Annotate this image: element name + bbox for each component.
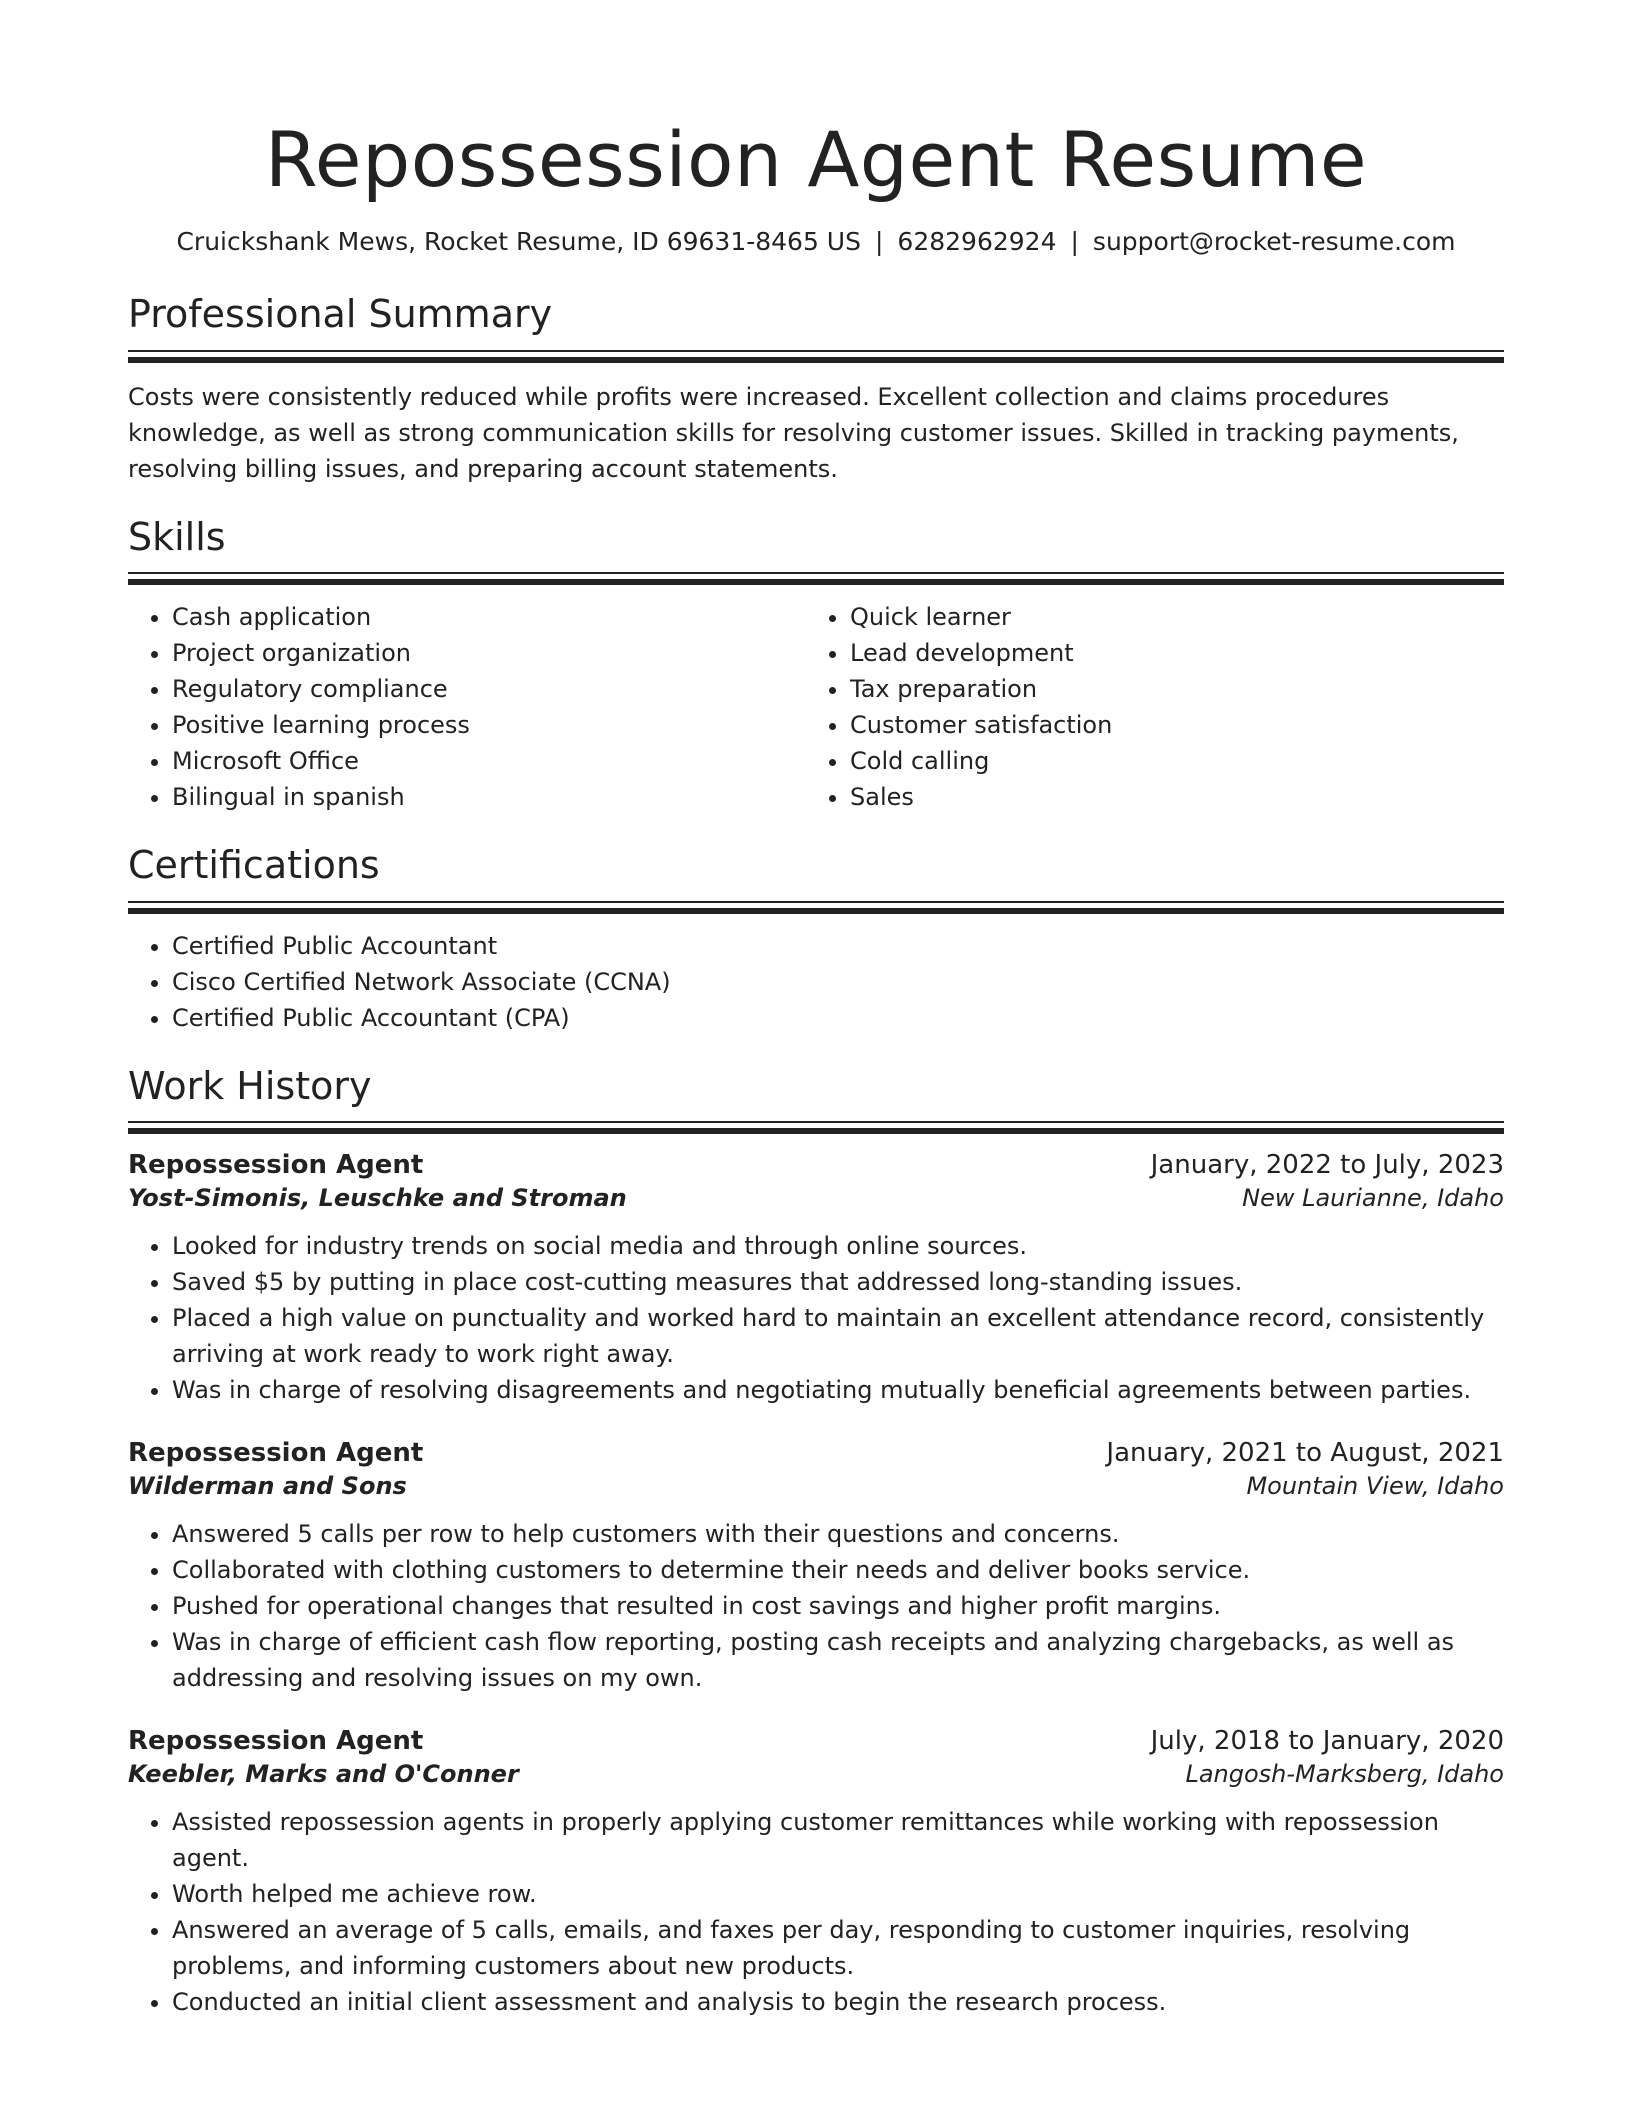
section-divider <box>128 350 1504 363</box>
skills-section <box>128 515 1504 816</box>
job-entry <box>128 1726 1504 2020</box>
contact-separator: | <box>1070 226 1079 256</box>
skill-item: • Cold calling <box>850 743 1484 779</box>
job-bullet: • Collaborated with clothing customers to determine their needs and deliver books service. <box>172 1552 1504 1588</box>
contact-line <box>128 226 1504 259</box>
job-bullet: • Pushed for operational changes that resulted in cost savings and higher profit margins. <box>172 1588 1504 1624</box>
summary-section <box>128 292 1504 487</box>
skills-heading: Skills <box>128 514 226 559</box>
job-title: Repossession Agent <box>128 1438 424 1469</box>
skills-column-right <box>806 599 1484 815</box>
job-bullet: • Was in charge of resolving disagreements and negotiating mutually beneficial agreements between parties. <box>172 1372 1504 1408</box>
skill-item: • Cash application <box>172 599 806 635</box>
contact-email: support@rocket-resume.com <box>1092 226 1456 256</box>
certifications-heading: Certifications <box>128 843 380 888</box>
skill-item: • Customer satisfaction <box>850 707 1484 743</box>
job-company: Wilderman and Sons <box>128 1472 407 1501</box>
skills-column-left <box>128 599 806 815</box>
job-company: Keebler, Marks and O'Conner <box>128 1760 519 1789</box>
summary-heading: Professional Summary <box>128 292 553 337</box>
job-company-row <box>128 1760 1504 1788</box>
job-dates: January, 2022 to July, 2023 <box>1150 1150 1504 1181</box>
job-location: Langosh-Marksberg, Idaho <box>1185 1760 1504 1789</box>
skill-item: • Bilingual in spanish <box>172 779 806 815</box>
job-entry <box>128 1150 1504 1408</box>
job-bullet: • Placed a high value on punctuality and worked hard to maintain an excellent attendance record, consistently arriving at work ready to work right away. <box>172 1300 1504 1372</box>
job-entry <box>128 1438 1504 1696</box>
job-bullet: • Was in charge of efficient cash flow reporting, posting cash receipts and analyzing chargebacks, as well as addressing and resolving issues on my own. <box>172 1624 1504 1696</box>
job-company: Yost-Simonis, Leuschke and Stroman <box>128 1184 627 1213</box>
job-bullet: • Worth helped me achieve row. <box>172 1876 1504 1912</box>
work-history-heading: Work History <box>128 1063 372 1108</box>
skill-item: • Microsoft Office <box>172 743 806 779</box>
job-title: Repossession Agent <box>128 1726 424 1757</box>
skill-item: • Project organization <box>172 635 806 671</box>
skill-item: • Quick learner <box>850 599 1484 635</box>
skill-item: • Lead development <box>850 635 1484 671</box>
job-bullet: • Conducted an initial client assessment and analysis to begin the research process. <box>172 1984 1504 2020</box>
job-bullet: • Answered an average of 5 calls, emails, and faxes per day, responding to customer inquiries, resolving problems, and informing customers about new products. <box>172 1912 1504 1984</box>
skills-grid <box>128 599 1504 815</box>
job-title: Repossession Agent <box>128 1150 424 1181</box>
certification-item: • Certified Public Accountant (CPA) <box>172 1000 1504 1036</box>
job-location: New Laurianne, Idaho <box>1242 1184 1504 1213</box>
job-company-row <box>128 1472 1504 1500</box>
skill-item: • Regulatory compliance <box>172 671 806 707</box>
job-bullet: • Assisted repossession agents in properly applying customer remittances while working with repossession agent. <box>172 1804 1504 1876</box>
job-header-row <box>128 1438 1504 1468</box>
section-divider <box>128 572 1504 585</box>
certification-item: • Certified Public Accountant <box>172 928 1504 964</box>
resume-title: Repossession Agent Resume <box>264 115 1368 204</box>
section-divider <box>128 901 1504 914</box>
resume-page <box>128 115 1504 2020</box>
contact-phone: 6282962924 <box>897 226 1057 256</box>
job-header-row <box>128 1726 1504 1756</box>
job-bullet: • Saved $5 by putting in place cost-cutting measures that addressed long-standing issues. <box>172 1264 1504 1300</box>
job-dates: January, 2021 to August, 2021 <box>1106 1438 1504 1469</box>
skill-item: • Positive learning process <box>172 707 806 743</box>
job-bullet: • Answered 5 calls per row to help customers with their questions and concerns. <box>172 1516 1504 1552</box>
section-divider <box>128 1121 1504 1134</box>
job-header-row <box>128 1150 1504 1180</box>
skill-item: • Tax preparation <box>850 671 1484 707</box>
job-dates: July, 2018 to January, 2020 <box>1150 1726 1504 1757</box>
contact-address: Cruickshank Mews, Rocket Resume, ID 69631-8465 US <box>176 226 861 256</box>
job-location: Mountain View, Idaho <box>1246 1472 1504 1501</box>
certifications-section <box>128 843 1504 1036</box>
contact-separator: | <box>874 226 884 256</box>
skill-item: • Sales <box>850 779 1484 815</box>
job-company-row <box>128 1184 1504 1212</box>
certification-item: • Cisco Certified Network Associate (CCNA) <box>172 964 1504 1000</box>
job-bullet: • Looked for industry trends on social media and through online sources. <box>172 1228 1504 1264</box>
summary-text: Costs were consistently reduced while profits were increased. Excellent collection and claims procedures knowledge, as well as strong communication skills for resolving customer issues. Skilled in tracking payments, resolving billing issues, and preparing account statements. <box>128 382 1459 483</box>
work-history-section <box>128 1064 1504 2021</box>
